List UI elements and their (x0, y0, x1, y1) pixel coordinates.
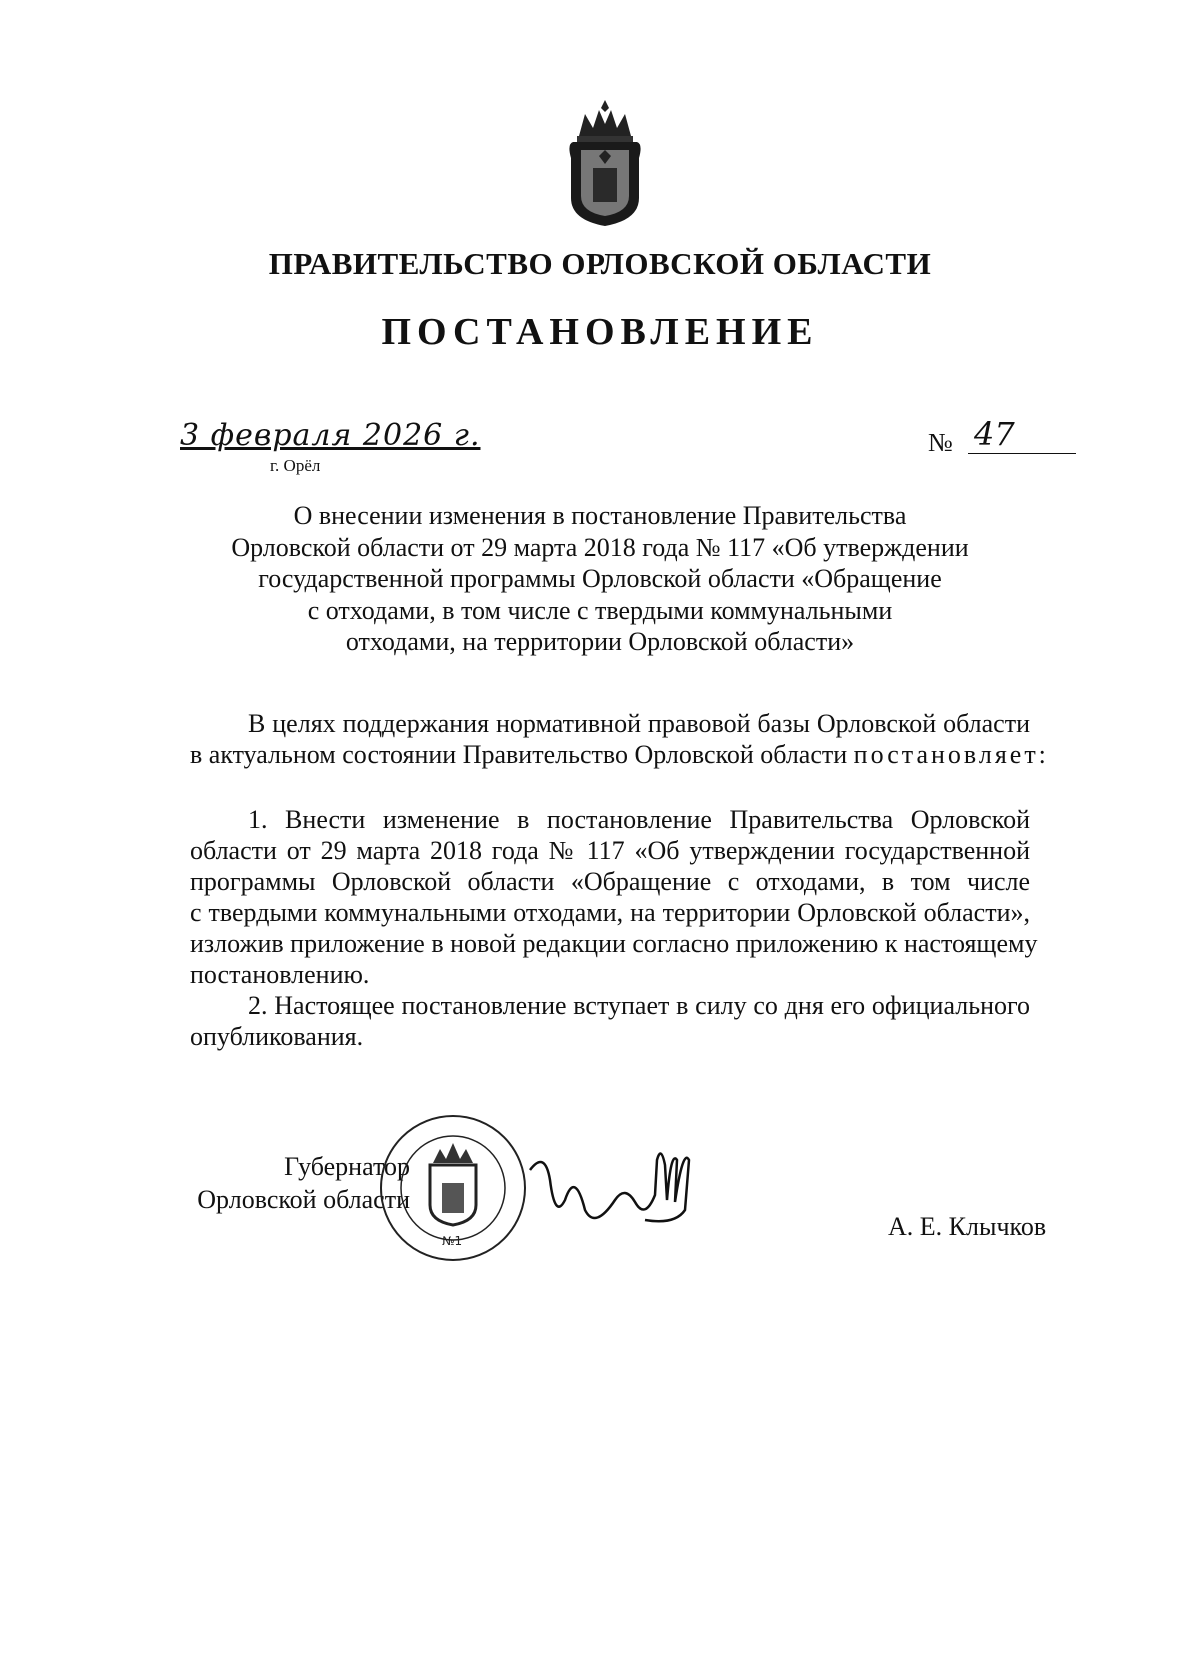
signatory-position (190, 1150, 410, 1216)
signatory-name: А. Е. Клычков (888, 1212, 1047, 1241)
handwritten-signature (525, 1140, 705, 1250)
official-seal-stamp (378, 1113, 528, 1263)
subject-line: Орловской области от 29 марта 2018 года № 117 «Об утверждении (231, 532, 969, 562)
document-number: 47 (968, 415, 1076, 454)
coat-of-arms-emblem (565, 98, 645, 228)
item-line: программы Орловской области «Обращение с отходами, в том числе (190, 867, 1030, 896)
item-line: 1. Внести изменение в постановление Правительства Орловской (248, 805, 1030, 834)
position-line: Орловской области (197, 1185, 410, 1214)
subject-line: с отходами, в том числе с твердыми коммунальными (307, 595, 893, 625)
document-type-heading: ПОСТАНОВЛЕНИЕ (381, 311, 819, 353)
document-city: г. Орёл (270, 456, 321, 475)
svg-text:№1: №1 (442, 1234, 463, 1248)
document-subject (0, 500, 1200, 658)
resolves-keyword: постановляет: (853, 740, 1049, 769)
item-line: 2. Настоящее постановление вступает в силу со дня его официального (248, 991, 1030, 1020)
item-line: изложив приложение в новой редакции согласно приложению к настоящему (190, 929, 1038, 958)
preamble-line (190, 739, 1049, 770)
document-date: 3 февраля 2026 г. (180, 418, 481, 453)
subject-line: О внесении изменения в постановление Правительства (293, 501, 907, 530)
subject-line: отходами, на территории Орловской области» (345, 627, 855, 656)
preamble-paragraph (190, 708, 1049, 770)
preamble-line: В целях поддержания нормативной правовой базы Орловской области (248, 709, 1030, 738)
government-title: ПРАВИТЕЛЬСТВО ОРЛОВСКОЙ ОБЛАСТИ (268, 246, 932, 281)
preamble-text: в актуальном состоянии Правительство Орловской области (190, 740, 848, 769)
number-label: № (928, 428, 953, 457)
item-line: с твердыми коммунальными отходами, на территории Орловской области», (190, 898, 1030, 927)
position-line: Губернатор (284, 1152, 410, 1181)
item-1-paragraph (190, 804, 1038, 1052)
subject-line: государственной программы Орловской области «Обращение (258, 564, 942, 593)
item-line: области от 29 марта 2018 года № 117 «Об утверждении государственной (190, 836, 1030, 865)
item-line: постановлению. (190, 960, 370, 989)
item-line: опубликования. (190, 1022, 364, 1051)
